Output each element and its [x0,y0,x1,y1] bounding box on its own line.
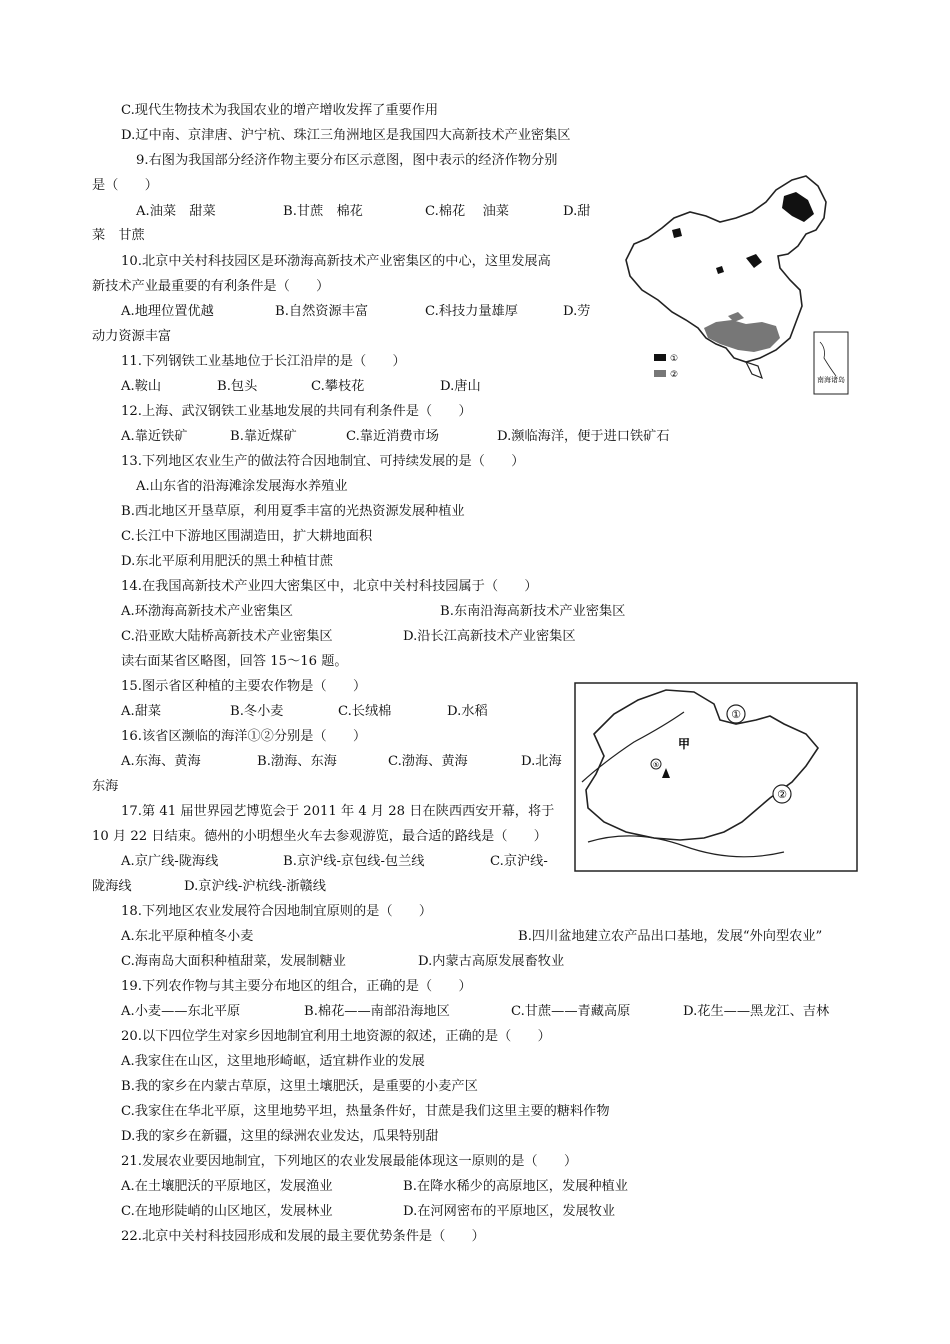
question-9-stem-cont: 是（ ） [92,178,158,193]
q11-option-a: A.鞍山 [121,379,162,394]
q9-option-d-cont: 菜 甘蔗 [92,228,145,243]
legend-label-2: ② [670,370,679,380]
q11-option-d: D.唐山 [440,379,481,394]
q20-option-a: A.我家住在山区，这里地形崎岖，适宜耕作业的发展 [121,1054,425,1069]
legend-swatch-1 [654,354,666,361]
q21-option-b: B.在降水稀少的高原地区，发展种植业 [403,1179,628,1194]
q10-option-b: B.自然资源丰富 [275,304,369,319]
province-map [574,682,858,872]
sea-1-label: ① [731,708,741,721]
south-sea-inset [814,332,848,394]
question-22-stem: 22.北京中关村科技园形成和发展的最主要优势条件是（ ） [121,1229,485,1244]
q11-option-b: B.包头 [217,379,258,394]
question-10-stem-cont: 新技术产业最重要的有利条件是（ ） [92,279,330,294]
q19-option-c: C.甘蔗——青藏高原 [511,1004,631,1019]
q15-option-d: D.水稻 [447,704,488,719]
q18-option-d: D.内蒙古高原发展畜牧业 [418,954,565,969]
question-21-stem: 21.发展农业要因地制宜，下列地区的农业发展最能体现这一原则的是（ ） [121,1154,578,1169]
q16-option-d: D.北海 [521,754,562,769]
reading-instruction: 读右面某省区略图，回答 15～16 题。 [121,654,348,669]
q20-option-d: D.我的家乡在新疆，这里的绿洲农业发达，瓜果特别甜 [121,1129,439,1144]
q12-option-d: D.濒临海洋，便于进口铁矿石 [497,429,670,444]
city-label: ⑤ [652,761,660,769]
q11-option-c: C.攀枝花 [311,379,365,394]
option-c-line: C.现代生物技术为我国农业的增产增收发挥了重要作用 [121,103,439,118]
q13-option-d: D.东北平原利用肥沃的黑土种植甘蔗 [121,554,334,569]
q14-option-d: D.沿长江高新技术产业密集区 [403,629,576,644]
question-14-stem: 14.在我国高新技术产业四大密集区中，北京中关村科技园属于（ ） [121,579,538,594]
question-17-stem-cont: 10 月 22 日结束。德州的小明想坐火车去参观游览，最合适的路线是（ ） [92,829,547,844]
q17-option-b: B.京沪线-京包线-包兰线 [283,854,425,869]
q12-option-b: B.靠近煤矿 [230,429,297,444]
question-15-stem: 15.图示省区种植的主要农作物是（ ） [121,679,367,694]
question-11-stem: 11.下列钢铁工业基地位于长江沿岸的是（ ） [121,354,406,369]
q17-option-a: A.京广线-陇海线 [121,854,219,869]
region-2-south [704,320,780,352]
question-12-stem: 12.上海、武汉钢铁工业基地发展的共同有利条件是（ ） [121,404,472,419]
q19-option-a: A.小麦——东北平原 [121,1004,241,1019]
question-10-stem: 10.北京中关村科技园区是环渤海高新技术产业密集区的中心，这里发展高 [121,254,551,269]
q16-option-a: A.东海、黄海 [121,754,201,769]
q14-option-c: C.沿亚欧大陆桥高新技术产业密集区 [121,629,333,644]
china-crop-distribution-map [620,172,854,400]
q10-option-c: C.科技力量雄厚 [425,304,518,319]
q14-option-a: A.环渤海高新技术产业密集区 [121,604,293,619]
q18-option-c: C.海南岛大面积种植甜菜，发展制糖业 [121,954,346,969]
q16-option-b: B.渤海、东海 [257,754,337,769]
inset-label: 南海诸岛 [817,376,845,384]
q17-option-d: D.京沪线-沪杭线-浙赣线 [184,879,326,894]
q15-option-a: A.甜菜 [121,704,162,719]
q12-option-a: A.靠近铁矿 [121,429,188,444]
question-20-stem: 20.以下四位学生对家乡因地制宜利用土地资源的叙述，正确的是（ ） [121,1029,551,1044]
q19-option-b: B.棉花——南部沿海地区 [304,1004,450,1019]
q16-option-c: C.渤海、黄海 [388,754,468,769]
question-13-stem: 13.下列地区农业生产的做法符合因地制宜、可持续发展的是（ ） [121,454,525,469]
q21-option-c: C.在地形陡峭的山区地区，发展林业 [121,1204,333,1219]
q9-option-d: D.甜 [563,204,591,219]
legend-label-1: ① [670,354,679,364]
question-17-stem: 17.第 41 届世界园艺博览会于 2011 年 4 月 28 日在陕西西安开幕，将于 [121,804,555,819]
question-16-stem: 16.该省区濒临的海洋①②分别是（ ） [121,729,367,744]
question-9-stem: 9.右图为我国部分经济作物主要分布区示意图，图中表示的经济作物分别 [136,153,558,168]
q19-option-d: D.花生——黑龙江、吉林 [683,1004,830,1019]
q21-option-d: D.在河网密布的平原地区，发展牧业 [403,1204,616,1219]
q21-option-a: A.在土壤肥沃的平原地区，发展渔业 [121,1179,333,1194]
q17-option-c-cont: 陇海线 [92,879,132,894]
q13-option-a: A.山东省的沿海滩涂发展海水养殖业 [136,479,348,494]
q10-option-d-cont: 动力资源丰富 [92,329,172,344]
q12-option-c: C.靠近消费市场 [346,429,439,444]
legend-swatch-2 [654,370,666,377]
q18-option-b: B.四川盆地建立农产品出口基地，发展“外向型农业” [518,929,823,944]
q16-option-d-cont: 东海 [92,779,119,794]
q17-option-c: C.京沪线- [490,854,548,869]
hainan-outline [746,362,762,378]
question-19-stem: 19.下列农作物与其主要分布地区的组合，正确的是（ ） [121,979,472,994]
q13-option-b: B.西北地区开垦草原，利用夏季丰富的光热资源发展种植业 [121,504,465,519]
q9-option-c: C.棉花 油菜 [425,204,509,219]
q15-option-c: C.长绒棉 [338,704,392,719]
q18-option-a: A.东北平原种植冬小麦 [121,929,254,944]
q15-option-b: B.冬小麦 [230,704,284,719]
q10-option-d: D.劳 [563,304,591,319]
q14-option-b: B.东南沿海高新技术产业密集区 [440,604,626,619]
q9-option-a: A.油菜 甜菜 [136,204,216,219]
q10-option-a: A.地理位置优越 [121,304,214,319]
jia-label: 甲 [678,737,691,751]
q9-option-b: B.甘蔗 棉花 [283,204,363,219]
question-18-stem: 18.下列地区农业发展符合因地制宜原则的是（ ） [121,904,433,919]
q13-option-c: C.长江中下游地区围湖造田，扩大耕地面积 [121,529,373,544]
q20-option-b: B.我的家乡在内蒙古草原，这里土壤肥沃，是重要的小麦产区 [121,1079,478,1094]
option-d-line: D.辽中南、京津唐、沪宁杭、珠江三角洲地区是我国四大高新技术产业密集区 [121,128,571,143]
sea-2-label: ② [777,788,787,801]
q20-option-c: C.我家住在华北平原，这里地势平坦，热量条件好，甘蔗是我们这里主要的糖料作物 [121,1104,610,1119]
